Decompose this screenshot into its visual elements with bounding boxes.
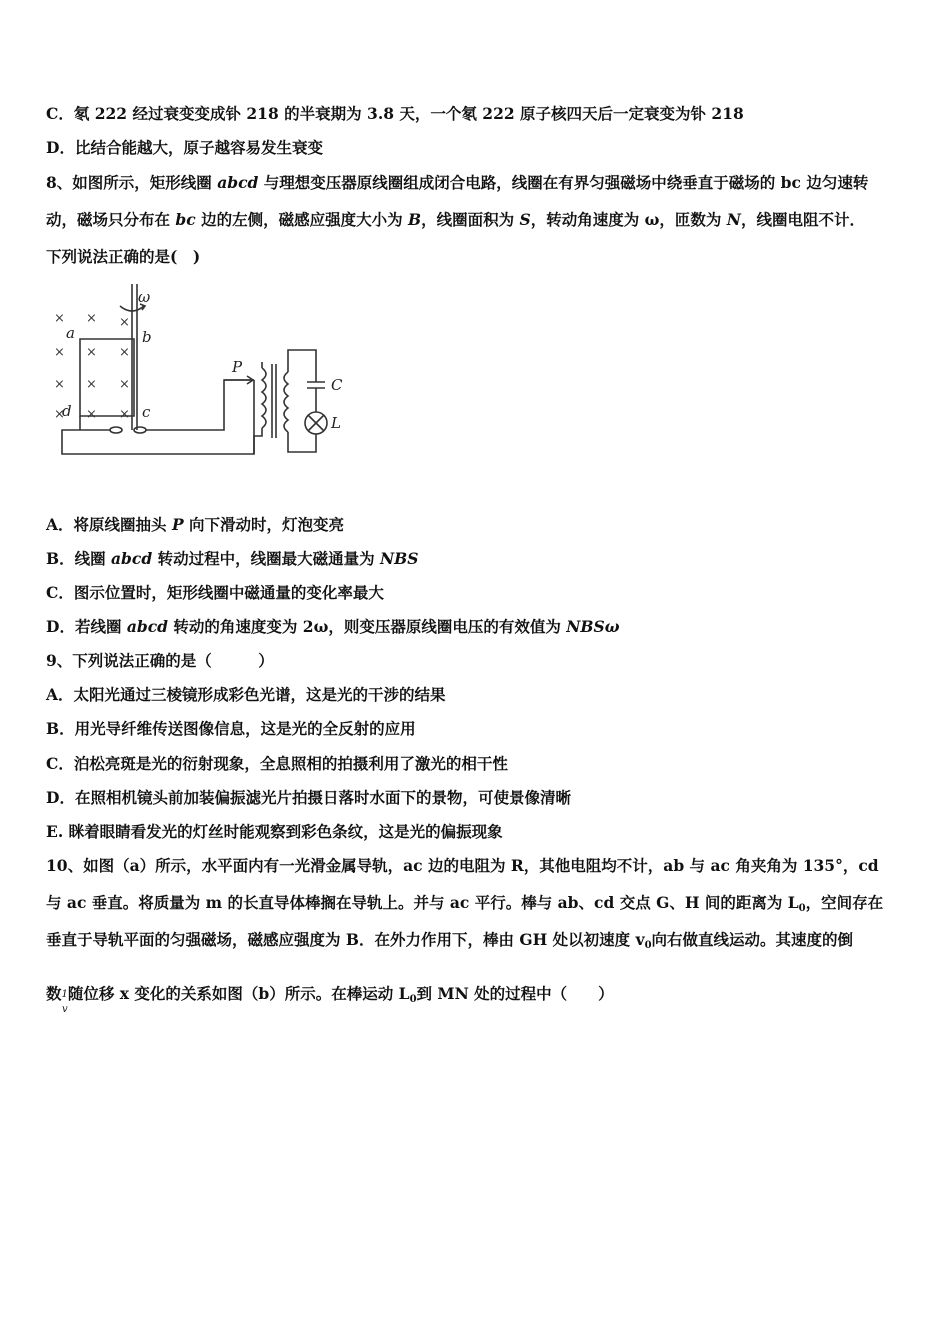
label-p: P xyxy=(232,358,243,376)
svg-text:×: × xyxy=(119,407,130,422)
q8-circuit-figure xyxy=(46,282,346,462)
q8-stem-line-3: 下列说法正确的是( ) xyxy=(46,247,201,266)
q9-option-d: D．在照相机镜头前加装偏振滤光片拍摄日落时水面下的景物，可使景像清晰 xyxy=(46,788,571,807)
label-lamp: L xyxy=(331,414,341,432)
label-capacitor: C xyxy=(331,376,343,394)
svg-text:×: × xyxy=(54,377,65,392)
fraction-denominator: v xyxy=(62,1004,68,1015)
label-d: d xyxy=(62,402,72,420)
secondary-winding xyxy=(284,372,288,432)
q8-option-d: D．若线圈 abcd 转动的角速度变为 2ω，则变压器原线圈电压的有效值为 NBSω xyxy=(46,617,620,636)
q9-option-a: A．太阳光通过三棱镜形成彩色光谱，这是光的干涉的结果 xyxy=(46,685,446,704)
label-c: c xyxy=(142,403,151,421)
q9-option-e: E. 眯着眼睛看发光的灯丝时能观察到彩色条纹，这是光的偏振现象 xyxy=(46,822,503,841)
q10-line-1: 10、如图（a）所示，水平面内有一光滑金属导轨，ac 边的电阻为 R，其他电阻均不计，ab 与 ac 角夹角为 135°，cd xyxy=(46,856,879,875)
q7-option-d: D．比结合能越大，原子越容易发生衰变 xyxy=(46,138,323,157)
label-b: b xyxy=(142,328,152,346)
q10-line-2: 与 ac 垂直。将质量为 m 的长直导体棒搁在导轨上。并与 ac 平行。棒与 ab、cd 交点 G、H 间的距离为 $L_0$，空间存在 xyxy=(46,893,884,914)
primary-winding xyxy=(262,368,266,428)
q9-option-c: C．泊松亮斑是光的衍射现象，全息照相的拍摄利用了激光的相干性 xyxy=(46,754,508,773)
slip-ring-1 xyxy=(110,427,122,433)
svg-text:×: × xyxy=(54,311,65,326)
svg-text:×: × xyxy=(119,315,130,330)
svg-text:×: × xyxy=(119,377,130,392)
q10-line-4: 数1随位移 x 变化的关系如图（b）所示。在棒运动 $L_0$到 MN 处的过程中（ ） xyxy=(46,984,614,1005)
q10-line-3: 垂直于导轨平面的匀强磁场，磁感应强度为 B．在外力作用下，棒由 GH 处以初速度 $v_0$向右做直线运动。其速度的倒 xyxy=(46,930,854,951)
q9-stem: 9、下列说法正确的是（ ） xyxy=(46,651,274,670)
svg-text:×: × xyxy=(54,407,65,422)
q9-option-b: B．用光导纤维传送图像信息，这是光的全反射的应用 xyxy=(46,719,416,738)
svg-text:×: × xyxy=(86,345,97,360)
slip-ring-2 xyxy=(134,427,146,433)
fraction-numerator: 1 xyxy=(61,989,68,1000)
svg-text:×: × xyxy=(119,345,130,360)
q8-stem-line-1: 8、如图所示，矩形线圈 abcd 与理想变压器原线圈组成闭合电路，线圈在有界匀强磁场中绕垂直于磁场的 bc 边匀速转 xyxy=(46,173,869,192)
q8-option-a: A．将原线圈抽头 P 向下滑动时，灯泡变亮 xyxy=(46,515,344,534)
label-a: a xyxy=(66,324,75,342)
svg-text:×: × xyxy=(54,345,65,360)
label-omega: ω xyxy=(138,288,151,306)
q7-option-c: C．氡 222 经过衰变变成钋 218 的半衰期为 3.8 天，一个氡 222 原子核四天后一定衰变为钋 218 xyxy=(46,104,744,123)
svg-text:×: × xyxy=(86,377,97,392)
svg-text:×: × xyxy=(86,407,97,422)
q8-option-c: C．图示位置时，矩形线圈中磁通量的变化率最大 xyxy=(46,583,384,602)
q8-option-b: B．线圈 abcd 转动过程中，线圈最大磁通量为 NBS xyxy=(46,549,419,568)
svg-text:×: × xyxy=(86,311,97,326)
primary-wire-upper xyxy=(146,380,254,430)
q8-stem-line-2: 动，磁场只分布在 bc 边的左侧，磁感应强度大小为 B，线圈面积为 S，转动角速度为 ω，匝数为 N，线圈电阻不计． xyxy=(46,210,865,229)
